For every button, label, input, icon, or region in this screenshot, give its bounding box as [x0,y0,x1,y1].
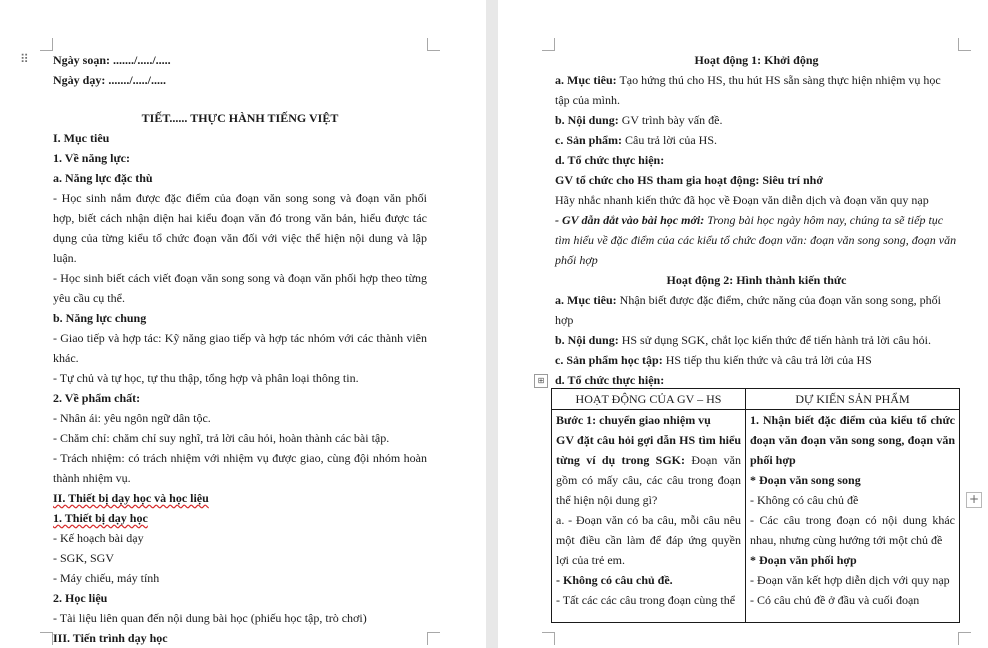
paragraph: * Đoạn văn song song [750,473,861,487]
paragraph: I. Mục tiêu [53,131,110,145]
paragraph: a. - Đoạn văn có ba câu, mỗi câu nêu một điều cần làm để đáp ứng quyền lợi của trẻ em. [556,513,741,567]
paragraph [555,70,958,110]
paragraph: III. Tiến trình dạy học [53,631,168,645]
paragraph-text: Câu trả lời của HS. [622,133,718,147]
paragraph: - Giao tiếp và hợp tác: Kỹ năng giao tiếp và hợp tác nhóm với các thành viên khác. [53,331,427,365]
paragraph: Hoạt động 1: Khởi động [694,53,819,67]
paragraph [556,430,741,510]
table-row [552,410,960,623]
lesson-title: TIẾT...... THỰC HÀNH TIẾNG VIỆT [141,111,339,125]
paragraph-label: GV đặt câu hỏi gợi dẫn HS tìm hiểu từng ví dụ trong SGK: [556,433,741,467]
paragraph: - Các câu trong đoạn có nội dung khác nhau, nhưng cùng hướng tới một chủ đề [750,513,955,547]
paragraph: - Tài liệu liên quan đến nội dung bài học (phiếu học tập, trò chơi) [53,611,367,625]
margin-corner-mark [427,632,440,645]
paragraph: Hoạt động 2: Hình thành kiến thức [666,273,847,287]
paragraph-text: Nhận biết được đặc điểm, chức năng của đoạn văn song song, phối hợp [555,293,941,327]
paragraph [555,290,958,330]
paragraph: - Có câu chủ đề ở đầu và cuối đoạn [750,593,920,607]
table-cell-activities[interactable] [552,410,746,623]
paragraph: b. Năng lực chung [53,311,147,325]
paragraph: - Tự chủ và tự học, tự thu thập, tổng hợp và phân loại thông tin. [53,371,359,385]
paragraph: - Tất các các câu trong đoạn cùng thể [556,593,736,607]
margin-corner-mark [427,38,440,51]
paragraph-text: Đoạn văn gồm có mấy câu, các câu trong đoạn thể hiện nội dung gì? [556,453,741,507]
paragraph: - SGK, SGV [53,551,115,565]
paragraph: GV tổ chức cho HS tham gia hoạt động: Siêu trí nhớ [555,173,823,187]
paragraph: - Học sinh biết cách viết đoạn văn song song và đoạn văn phối hợp theo từng yêu cầu cụ thể. [53,271,427,305]
margin-corner-mark [40,632,53,645]
paragraph: - Trách nhiệm: có trách nhiệm với nhiệm vụ được giao, cùng đội nhóm hoàn thành nhiệm vụ. [53,451,427,485]
paragraph: - Máy chiếu, máy tính [53,571,160,585]
paragraph-text: HS tiếp thu kiến thức và câu trả lời của HS [662,353,872,367]
paragraph: a. Năng lực đặc thù [53,171,153,185]
paragraph: 1. Về năng lực: [53,151,130,165]
paragraph: * Đoạn văn phối hợp [750,553,857,567]
paragraph-label: c. Sản phẩm: [555,133,623,147]
margin-corner-mark [958,632,971,645]
table-header-cell: HOẠT ĐỘNG CỦA GV – HS [552,389,746,410]
add-column-icon[interactable]: + [966,492,982,508]
paragraph: - Nhân ái: yêu ngôn ngữ dân tộc. [53,411,211,425]
paragraph: - Học sinh nắm được đặc điểm của đoạn văn song song và đoạn văn phối hợp, biết cách nhận diện hai kiểu đoạn văn đó trong văn bản, hiểu được tác dụng của từng kiểu tổ chức đoạn văn đối với việc thể hiện nội dung và lập luận. [53,191,427,265]
right-paragraphs [555,50,958,390]
date-taught: Ngày dạy: ......./...../..... [53,73,167,87]
paragraph: Bước 1: chuyển giao nhiệm vụ [556,413,711,427]
margin-corner-mark [542,632,555,645]
date-prepared: Ngày soạn: ......./...../..... [53,53,171,67]
table-cell-expected-products[interactable] [746,410,960,623]
paragraph [555,350,958,370]
paragraph [555,130,958,150]
left-page-body[interactable] [53,50,427,648]
cell-content [556,410,741,622]
paragraph-label: c. Sản phẩm học tập: [555,353,663,367]
paragraph: 2. Học liệu [53,591,108,605]
paragraph [555,210,958,270]
table-move-icon[interactable]: ⊞ [534,374,548,388]
paragraph: Hãy nhắc nhanh kiến thức đã học về Đoạn văn diễn dịch và đoạn văn quy nạp [555,193,929,207]
paragraph-label: a. Mục tiêu: [555,73,617,87]
paragraph [555,110,958,130]
document-page-left [0,0,486,648]
paragraph-text: Trong bài học ngày hôm nay, chúng ta sẽ tiếp tục tìm hiểu về đặc điểm của các kiểu tổ chức đoạn văn: đoạn văn song song, đoạn văn phối hợp [555,213,957,267]
paragraph-label: - GV dẫn dắt vào bài học mới: [555,213,705,227]
paragraph-text: GV trình bày vấn đề. [618,113,723,127]
paragraph: 1. Nhận biết đặc điểm của kiểu tổ chức đoạn văn đoạn văn song song, đoạn văn phối hợp [750,413,955,467]
table-header-cell: DỰ KIẾN SẢN PHẨM [746,389,960,410]
paragraph: 2. Về phẩm chất: [53,391,141,405]
activity-table[interactable] [551,388,960,623]
paragraph: d. Tổ chức thực hiện: [555,153,665,167]
paragraph-label: a. Mục tiêu: [555,293,617,307]
drag-handle-icon[interactable]: ⠿ [20,52,29,66]
paragraph: 1. Thiết bị dạy học [53,511,148,525]
cell-content [750,410,955,622]
paragraph-label: b. Nội dung: [555,113,619,127]
margin-corner-mark [542,38,555,51]
paragraph: d. Tổ chức thực hiện: [555,373,665,387]
paragraph [555,330,958,350]
paragraph-text: Tạo hứng thú cho HS, thu hút HS sẵn sàng thực hiện nhiệm vụ học tập của mình. [555,73,941,107]
paragraph: - Không có câu chủ đề [750,493,859,507]
right-page-body[interactable] [555,50,958,390]
margin-corner-mark [40,38,53,51]
paragraph-text: HS sử dụng SGK, chắt lọc kiến thức để tiến hành trả lời câu hỏi. [618,333,931,347]
paragraph-label: b. Nội dung: [555,333,619,347]
table-header-row [552,389,960,410]
margin-corner-mark [958,38,971,51]
paragraph: - Kế hoạch bài dạy [53,531,144,545]
paragraph: - Chăm chỉ: chăm chỉ suy nghĩ, trả lời câu hỏi, hoàn thành các bài tập. [53,431,390,445]
paragraph: - Không có câu chủ đề. [556,573,673,587]
left-paragraphs [53,128,427,648]
paragraph: II. Thiết bị dạy học và học liệu [53,491,209,505]
paragraph: - Đoạn văn kết hợp diễn dịch với quy nạp [750,573,950,587]
